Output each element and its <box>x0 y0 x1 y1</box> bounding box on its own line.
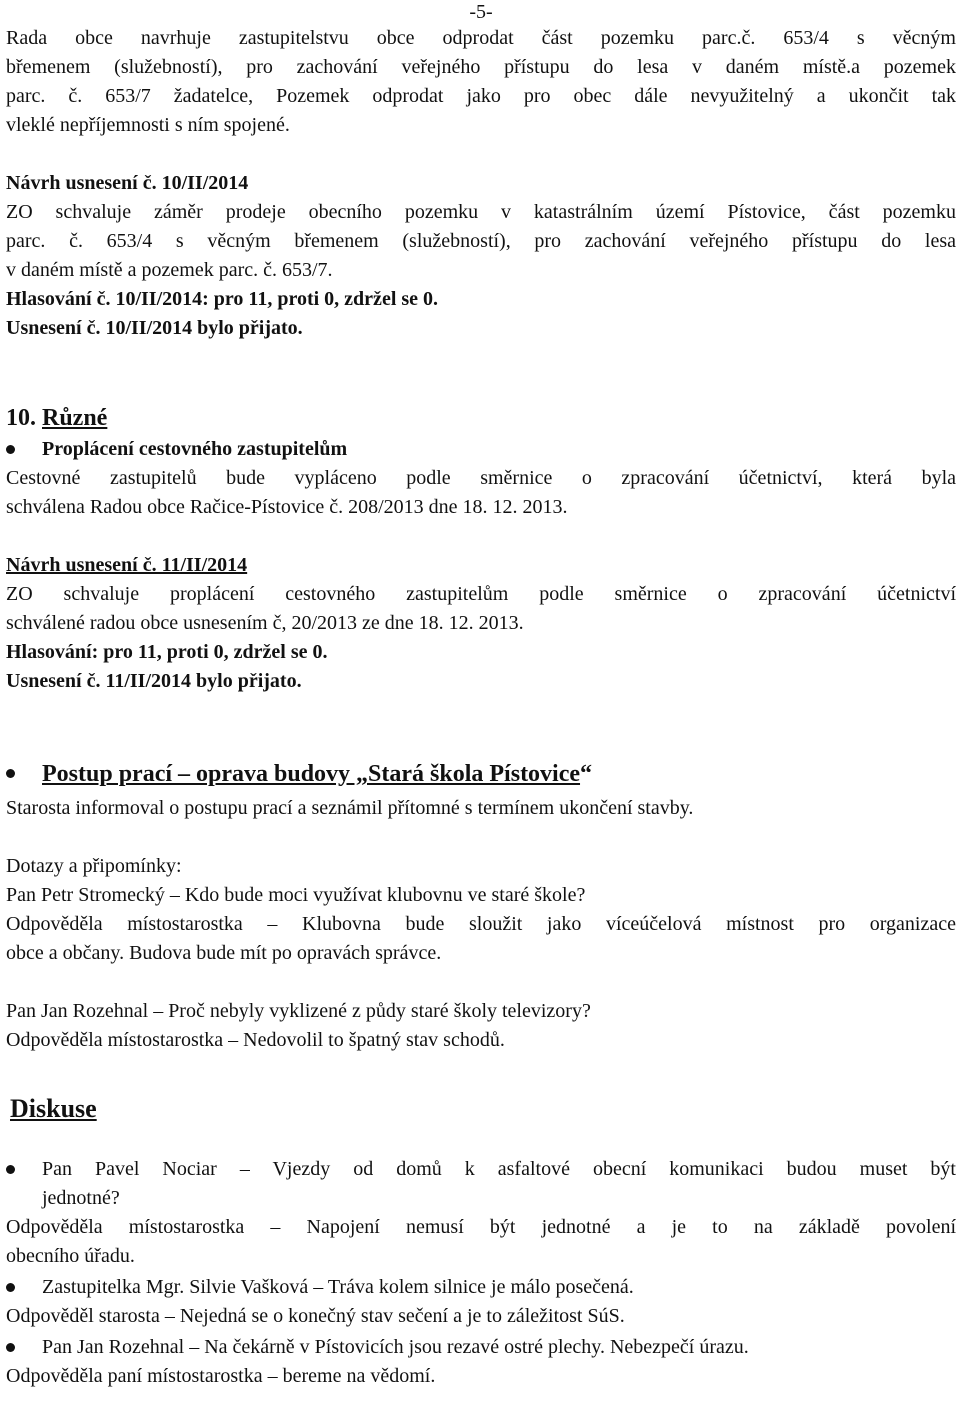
answer: Odpověděla místostarostka – Klubovna bude sloužit jako víceúčelová místnost pro organizace <box>6 913 956 935</box>
bullet-icon <box>6 769 15 778</box>
intro-line: břemenem (služebností), pro zachování veřejného přístupu do lesa v daném místě.a pozemek <box>6 56 956 78</box>
resolution-10-heading-label: Návrh usnesení č. <box>6 172 157 194</box>
agenda-item-title-quote: “ <box>580 761 593 787</box>
answer: obce a občany. Budova bude mít po opravách správce. <box>6 942 442 964</box>
agenda-item-school-repair <box>6 754 956 794</box>
agenda-item-title-underlined: Postup prací – oprava budovy „Stará škola Pístovice <box>42 761 581 787</box>
resolution-11-vote: Hlasování: pro 11, proti 0, zdržel se 0. <box>6 641 328 663</box>
bullet-icon <box>6 445 15 454</box>
agenda-item-title <box>42 754 956 794</box>
resolution-11-text: ZO schvaluje proplácení cestovného zastupitelům podle směrnice o zpracování účetnictví <box>6 583 956 605</box>
intro-line: Rada obce navrhuje zastupitelstvu obce odprodat část pozemku parc.č. 653/4 s věcným <box>6 27 956 49</box>
resolution-10-vote: Hlasování č. 10/II/2014: pro 11, proti 0, zdržel se 0. <box>6 288 439 310</box>
resolution-10-result: Usnesení č. 10/II/2014 bylo přijato. <box>6 317 303 339</box>
discussion-item <box>6 1333 956 1362</box>
resolution-10-heading-number: 10/II/2014 <box>156 172 249 194</box>
discussion-title: Diskuse <box>10 1094 97 1123</box>
section-name: Různé <box>42 405 108 431</box>
agenda-item-text: Starosta informoval o postupu prací a seznámil přítomné s termínem ukončení stavby. <box>6 797 694 819</box>
discussion-item-text: Pan Jan Rozehnal – Na čekárně v Pístovicích jsou rezavé ostré plechy. Nebezpečí úrazu. <box>42 1336 749 1358</box>
section-number: 10. <box>6 405 36 431</box>
discussion-item-text: Zastupitelka Mgr. Silvie Vašková – Tráva kolem silnice je málo posečená. <box>42 1276 634 1298</box>
agenda-item-title: Proplácení cestovného zastupitelům <box>42 438 348 460</box>
resolution-11-heading: Návrh usnesení č. 11/II/2014 <box>6 554 248 576</box>
question: Pan Petr Stromecký – Kdo bude moci využívat klubovnu ve staré škole? <box>6 884 586 906</box>
document-page <box>6 0 956 1391</box>
discussion-answer: Odpověděla paní místostarostka – bereme na vědomí. <box>6 1365 436 1387</box>
agenda-item-text: Cestovné zastupitelů bude vypláceno podle směrnice o zpracování účetnictví, která byla <box>6 467 956 489</box>
discussion-answer: Odpověděl starosta – Nejedná se o konečný stav sečení a je to záležitost SúS. <box>6 1305 625 1327</box>
resolution-10-text: v daném místě a pozemek parc. č. 653/7. <box>6 259 333 281</box>
bullet-icon <box>6 1283 15 1292</box>
questions-heading: Dotazy a připomínky: <box>6 855 182 877</box>
resolution-10-text: ZO schvaluje záměr prodeje obecního pozemku v katastrálním území Pístovice, část pozemku <box>6 201 956 223</box>
bullet-icon <box>6 1343 15 1352</box>
resolution-11-text: schválené radou obce usnesením č, 20/2013 ze dne 18. 12. 2013. <box>6 612 524 634</box>
discussion-item-text: jednotné? <box>42 1187 120 1209</box>
resolution-10-heading <box>6 169 956 198</box>
section-10-title <box>6 401 956 435</box>
intro-line: vleklé nepříjemnosti s ním spojené. <box>6 114 290 136</box>
discussion-answer: Odpověděla místostarostka – Napojení nemusí být jednotné a je to na základě povolení <box>6 1216 956 1238</box>
discussion-item <box>6 1155 956 1213</box>
resolution-10-text: parc. č. 653/4 s věcným břemenem (služebností), pro zachování veřejného přístupu do lesa <box>6 230 956 252</box>
discussion-item <box>6 1273 956 1302</box>
page-number: -5- <box>469 1 493 23</box>
intro-line: parc. č. 653/7 žadatelce, Pozemek odprodat jako pro obec dále nevyužitelný a ukončit tak <box>6 85 956 107</box>
agenda-item-travel-costs <box>6 435 956 464</box>
resolution-11-result: Usnesení č. 11/II/2014 bylo přijato. <box>6 670 302 692</box>
question: Pan Jan Rozehnal – Proč nebyly vyklizené z půdy staré školy televizory? <box>6 1000 591 1022</box>
discussion-item-text: Pan Pavel Nociar – Vjezdy od domů k asfaltové obecní komunikaci budou muset být <box>42 1158 956 1180</box>
agenda-item-text: schválena Radou obce Račice-Pístovice č. 208/2013 dne 18. 12. 2013. <box>6 496 568 518</box>
answer: Odpověděla místostarostka – Nedovolil to špatný stav schodů. <box>6 1029 505 1051</box>
discussion-answer: obecního úřadu. <box>6 1245 135 1267</box>
bullet-icon <box>6 1165 15 1174</box>
